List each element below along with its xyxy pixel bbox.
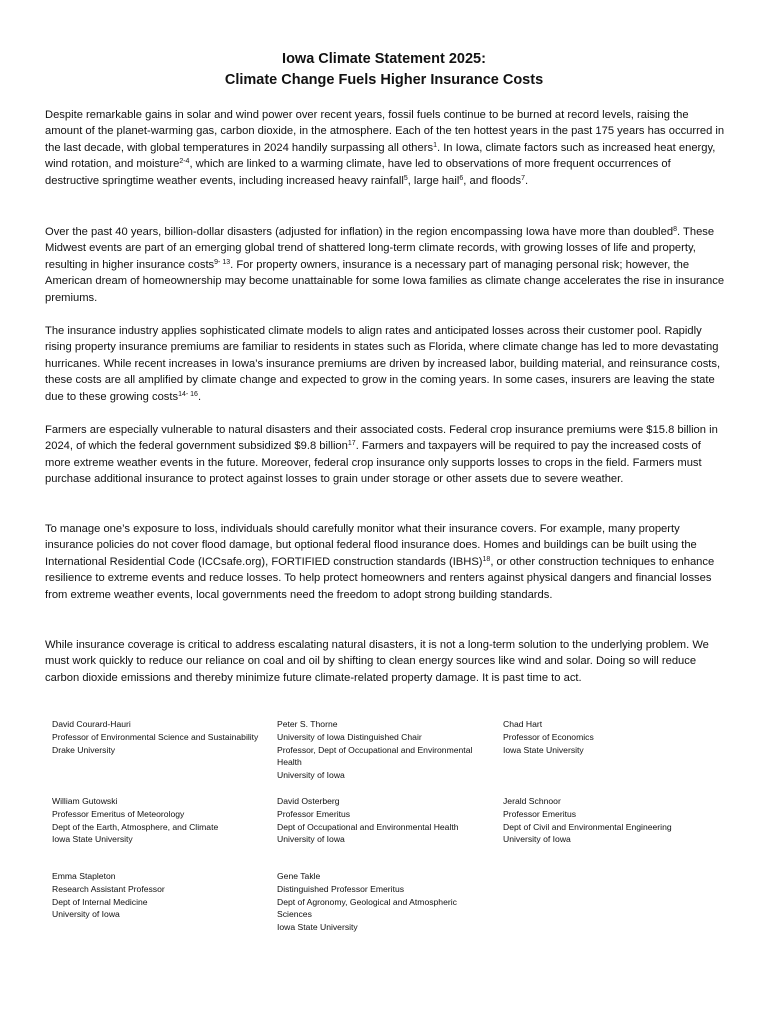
signatory-dept: Professor, Dept of Occupational and Environmental Health bbox=[277, 744, 473, 768]
signatory-title: University of Iowa Distinguished Chair bbox=[277, 731, 422, 742]
document-title: Iowa Climate Statement 2025: bbox=[282, 51, 486, 67]
signatory-name: David Courard-Hauri bbox=[52, 719, 131, 729]
signatory-name: Gene Takle bbox=[277, 871, 321, 881]
signatory bbox=[503, 795, 713, 846]
signatory-institution: University of Iowa bbox=[277, 834, 345, 845]
footnote-ref: 18 bbox=[482, 555, 491, 563]
signatory-name: Jerald Schnoor bbox=[503, 796, 561, 806]
signatory-title: Professor of Environmental Science and Sustainability bbox=[52, 731, 259, 742]
paragraph-3: The insurance industry applies sophisticated climate models to align rates and anticipated losses across their customer pool. Rapidly rising property insurance premiums are familiar to residents in states such as Florida, where climate change has led to more devastating hurricanes. While recent increases in Iowa’s insurance premiums are driven by increased labor, building material, and reinsurance costs, these costs are all amplified by climate change and expected to grow in the coming years. In some cases, insurers are leaving the state due to these growing costs$^{14- 16}$. bbox=[45, 325, 721, 403]
signatory bbox=[277, 870, 487, 934]
signatory-dept: Dept of Internal Medicine bbox=[52, 896, 148, 907]
signatory bbox=[52, 795, 262, 846]
signatory-title: Research Assistant Professor bbox=[52, 883, 165, 894]
paragraph-5: To manage one’s exposure to loss, individuals should carefully monitor what their insurance covers. For example, many property insurance policies do not cover flood damage, but optional federal flood insurance does. Homes and buildings can be built using the International Residential Code (ICCsafe.org), FORTIFIED construction standards (IBHS)$^{18}$, or other construction techniques to enhance resilience to extreme events and reduce losses. To help protect homeowners and renters against physical dangers and financial losses from extreme weather events, local governments need the freedom to adopt strong building standards. bbox=[45, 523, 715, 601]
signatory bbox=[503, 718, 713, 756]
footnote-ref: 5 bbox=[403, 174, 408, 182]
paragraph-1: Despite remarkable gains in solar and wind power over recent years, fossil fuels continue to be burned at record levels, raising the amount of the planet-warming gas, carbon dioxide, in the atmosphere. Each of the ten hottest years in the past 175 years has occurred in the last decade, with global temperatures in 2024 handily surpassing all others$^1$. In Iowa, climate factors such as increased heat energy, wind rotation, and moisture$^{2-4}$, which are linked to a warming climate, have led to observations of more frequent occurrences of destructive springtime weather events, including increased heavy rainfall$^5$, large hail$^6$, and floods$^7$. bbox=[45, 109, 725, 187]
signatory bbox=[52, 870, 262, 921]
footnote-ref: 2-4 bbox=[179, 158, 190, 166]
paragraph-4: Farmers are especially vulnerable to natural disasters and their associated costs. Federal crop insurance premiums were $15.8 billion in 2024, of which the federal government subsidized $9.8 billion$^{17}$. Farmers and taxpayers will be required to pay the increased costs of more extreme weather events in the future. Moreover, federal crop insurance only supports losses to crops in the field. Farmers must purchase additional insurance to protect against losses to grain under storage or other assets due to severe weather. bbox=[45, 424, 718, 486]
signatory-dept: Dept of Civil and Environmental Engineering bbox=[503, 821, 672, 832]
signatory-title: Professor Emeritus bbox=[503, 808, 577, 819]
signatory-dept: Dept of the Earth, Atmosphere, and Climate bbox=[52, 821, 219, 832]
footnote-ref: 9- 13 bbox=[214, 258, 231, 266]
signatory-title: Professor Emeritus of Meteorology bbox=[52, 808, 185, 819]
footnote-ref: 6 bbox=[459, 174, 464, 182]
signatory-institution: Drake University bbox=[52, 744, 116, 755]
signatory-institution: Iowa State University bbox=[277, 922, 358, 933]
signatory-name: Peter S. Thorne bbox=[277, 719, 338, 729]
signatory-dept: Dept of Occupational and Environmental Health bbox=[277, 821, 459, 832]
signatory-institution: Iowa State University bbox=[52, 834, 133, 845]
footnote-ref: 8 bbox=[673, 226, 678, 233]
footnote-ref: 7 bbox=[521, 174, 526, 182]
signatory-title: Distinguished Professor Emeritus bbox=[277, 883, 405, 894]
signatory-institution: University of Iowa bbox=[52, 909, 120, 920]
signatory-institution: Iowa State University bbox=[503, 744, 584, 755]
signatory bbox=[52, 718, 262, 756]
document-subtitle: Climate Change Fuels Higher Insurance Costs bbox=[224, 72, 544, 88]
footnote-ref: 1 bbox=[433, 141, 437, 149]
signatory bbox=[277, 718, 487, 782]
signatory-title: Professor of Economics bbox=[503, 731, 594, 742]
signatory-name: Chad Hart bbox=[503, 719, 543, 729]
signatory-institution: University of Iowa bbox=[503, 834, 571, 845]
signatory-institution: University of Iowa bbox=[277, 770, 345, 781]
footnote-ref: 17 bbox=[347, 440, 356, 448]
signatory-name: David Osterberg bbox=[277, 796, 340, 806]
signatory-name: William Gutowski bbox=[52, 796, 118, 806]
paragraph-2: Over the past 40 years, billion-dollar disasters (adjusted for inflation) in the region encompassing Iowa have more than doubled$^8$. These Midwest events are part of an emerging global trend of shattered long-term climate records, with growing losses of life and property, resulting in higher insurance costs$^{9- 13}$. For property owners, insurance is a necessary part of managing personal risk; however, the American dream of homeownership may become unattainable for some Iowa families as climate change accelerates the rise in insurance premiums. bbox=[45, 226, 725, 304]
signatory-title: Professor Emeritus bbox=[277, 808, 351, 819]
signatory-name: Emma Stapleton bbox=[52, 871, 116, 881]
signatory bbox=[277, 795, 487, 846]
signatory-dept: Dept of Agronomy, Geological and Atmospheric Sciences bbox=[277, 896, 457, 920]
paragraph-6: While insurance coverage is critical to address escalating natural disasters, it is not a long-term solution to the underlying problem. We must work quickly to reduce our reliance on coal and oil by shifting to clean energy sources like wind and solar. Doing so will reduce carbon dioxide emissions and thereby minimize future climate-related property damage. It is past time to act. bbox=[45, 639, 709, 684]
footnote-ref: 14- 16 bbox=[178, 390, 198, 398]
